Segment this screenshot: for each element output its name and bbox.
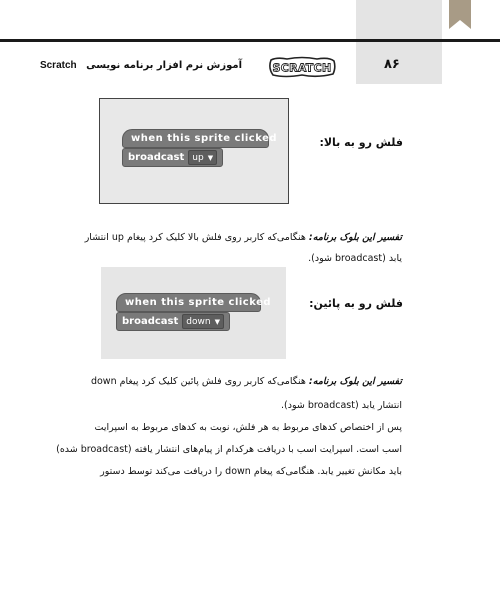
explain-down-line2: انتشار یابد (broadcast شود). [280, 400, 402, 411]
explain-up-line1 [85, 232, 402, 243]
explain-up-line2: یابد (broadcast شود). [308, 253, 402, 264]
broadcast-block-down[interactable] [116, 312, 230, 331]
explain-up-text: هنگامی‌که کاربر روی فلش بالا کلیک کرد پیغام up انتشار [84, 232, 306, 243]
header-title-brand: Scratch [39, 60, 77, 71]
heading-down-arrow: فلش رو به پائین: [309, 297, 403, 310]
broadcast-dropdown[interactable] [182, 314, 224, 329]
chevron-down-icon: ▼ [214, 317, 220, 326]
heading-up-arrow: فلش رو به بالا: [319, 136, 403, 149]
scratch-logo [267, 56, 337, 78]
svg-text:SCRATCH: SCRATCH [272, 61, 332, 75]
broadcast-label: broadcast [122, 316, 179, 327]
scratch-block-panel-down [101, 267, 286, 359]
page-number: ۸۶ [384, 57, 400, 72]
header-title-fa: آموزش نرم افزار برنامه نویسی [86, 60, 242, 71]
explain-down-text: هنگامی‌که کاربر روی فلش پائین کلیک کرد پیغام down [90, 376, 306, 387]
broadcast-block-up[interactable] [122, 148, 223, 167]
broadcast-value: down [186, 316, 211, 327]
broadcast-label: broadcast [128, 152, 185, 163]
scratch-block-panel-up [99, 98, 289, 204]
bookmark-ribbon [449, 0, 471, 20]
body-paragraph-line2: اسب است. اسپرایت اسب با دریافت هرکدام از پیام‌های انتشار یافته (broadcast شده) [56, 444, 402, 455]
broadcast-value: up [192, 152, 204, 163]
explain-up-label: تفسیر این بلوک برنامه: [308, 232, 402, 243]
chevron-down-icon: ▼ [207, 153, 214, 162]
broadcast-dropdown[interactable] [188, 150, 217, 165]
hat-block-when-clicked[interactable]: when this sprite clicked [116, 293, 261, 312]
explain-down-line1 [91, 376, 402, 387]
header-rule [0, 39, 500, 42]
body-paragraph-line3: باید مکانش تغییر یابد. هنگامی‌که پیغام down را دریافت می‌کند توسط دستور [100, 466, 402, 477]
body-paragraph-line1: پس از اختصاص کدهای مربوط به هر فلش، نوبت به کدهای مربوط به اسپرایت [94, 422, 402, 433]
explain-down-label: تفسیر این بلوک برنامه: [308, 376, 402, 387]
header-title [40, 60, 242, 71]
hat-block-when-clicked[interactable]: when this sprite clicked [122, 129, 269, 148]
